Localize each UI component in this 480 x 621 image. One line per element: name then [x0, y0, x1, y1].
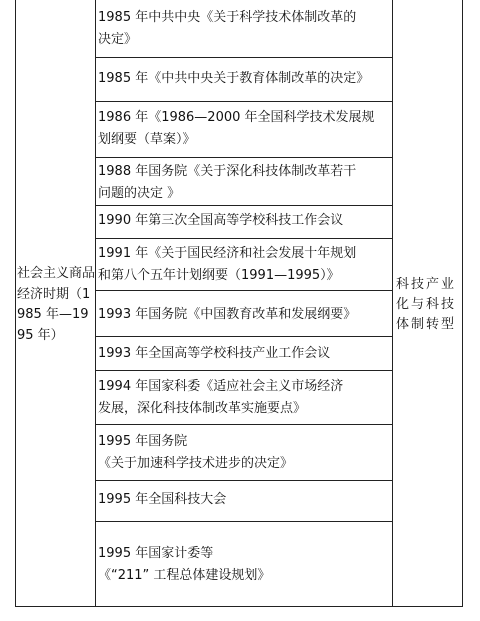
event-text: 1985 年《中共中央关于教育体制改革的决定》	[98, 71, 370, 86]
event-row-11	[98, 489, 226, 511]
row-divider	[95, 336, 393, 337]
row-divider	[95, 480, 393, 481]
result-cell: 科技产业化与科技体制转型	[396, 277, 457, 332]
row-divider	[95, 238, 393, 239]
event-text: 1988 年国务院《关于深化科技体制改革若干	[98, 164, 357, 179]
row-divider	[95, 290, 393, 291]
event-text: 1995 年国务院	[98, 434, 188, 449]
event-text: 决定》	[98, 32, 138, 47]
row-divider	[95, 157, 393, 158]
event-text: 发展，深化科技体制改革实施要点》	[98, 401, 307, 416]
event-row-9	[98, 376, 343, 420]
event-row-3	[98, 107, 375, 151]
event-row-12	[98, 543, 270, 587]
event-text: 和第八个五年计划纲要（1991—1995）》	[98, 268, 340, 283]
row-divider	[95, 101, 393, 102]
event-text: 问题的决定 》	[98, 186, 181, 201]
event-text: 1993 年国务院《中国教育改革和发展纲要》	[98, 307, 357, 322]
row-divider	[95, 370, 393, 371]
event-text: 1994 年国家科委《适应社会主义市场经济	[98, 379, 344, 394]
column-divider	[392, 0, 393, 607]
event-text: 《“211” 工程总体建设规划》	[98, 568, 271, 583]
event-text: 1986 年《1986—2000 年全国科学技术发展规	[98, 110, 375, 125]
event-text: 1995 年国家计委等	[98, 546, 214, 561]
row-divider	[95, 521, 393, 522]
event-text: 1993 年全国高等学校科技产业工作会议	[98, 346, 331, 361]
table-border-bottom	[15, 606, 463, 607]
period-cell: 社会主义商品经济时期（1985 年—1995 年）	[17, 266, 96, 343]
event-row-10	[98, 431, 293, 475]
event-row-5	[98, 210, 343, 232]
table-border-left	[15, 0, 16, 607]
row-divider	[95, 57, 393, 58]
event-text: 1991 年《关于国民经济和社会发展十年规划	[98, 246, 357, 261]
event-text: 1990 年第三次全国高等学校科技工作会议	[98, 213, 344, 228]
row-divider	[95, 205, 393, 206]
event-text: 划纲要（草案）》	[98, 132, 196, 147]
event-row-6	[98, 243, 356, 287]
event-row-1	[98, 7, 356, 51]
event-row-8	[98, 343, 330, 365]
row-divider	[95, 424, 393, 425]
event-text: 《关于加速科学技术进步的决定》	[98, 456, 294, 471]
event-text: 1985 年中共中央《关于科学技术体制改革的	[98, 10, 357, 25]
column-divider	[95, 0, 96, 607]
event-text: 1995 年全国科技大会	[98, 492, 227, 507]
event-row-7	[98, 304, 356, 326]
event-row-4	[98, 161, 356, 205]
event-row-2	[98, 68, 369, 90]
